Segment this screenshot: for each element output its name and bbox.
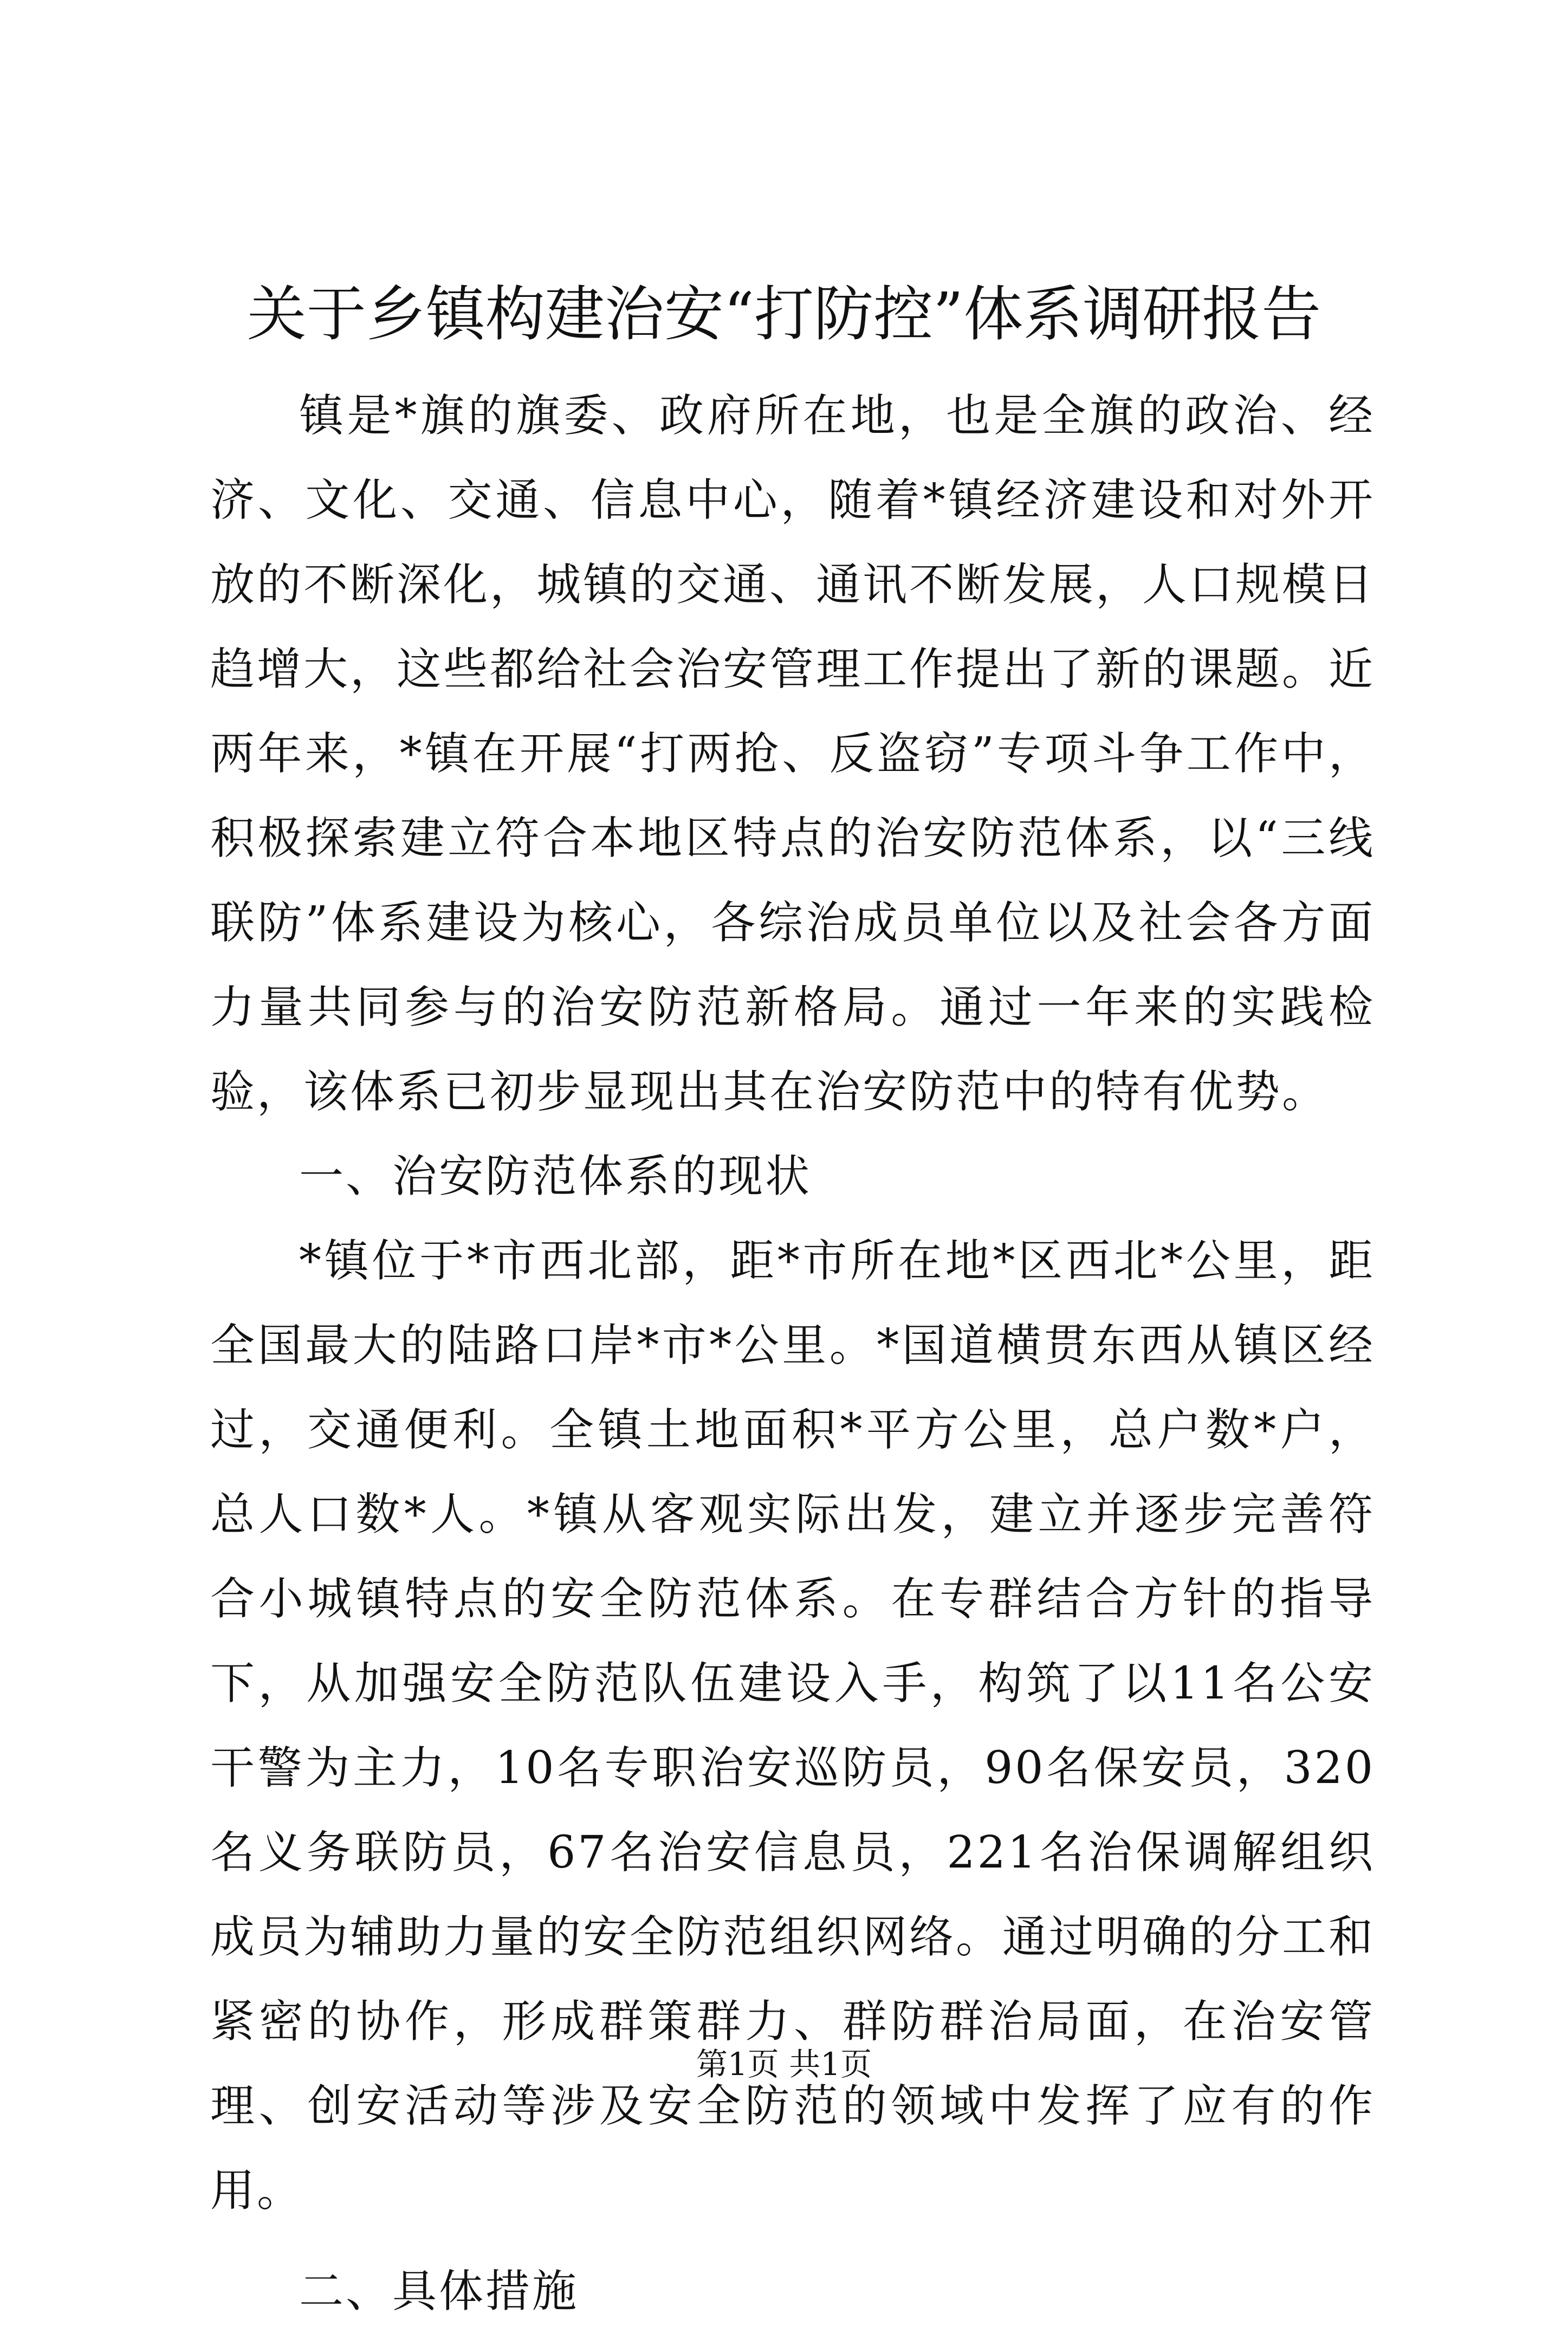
section-1-paragraph: *镇位于*市西北部，距*市所在地*区西北*公里，距全国最大的陆路口岸*市*公里。*国道横贯东西从镇区经过，交通便利。全镇土地面积*平方公里，总户数*户，总人口数*人。*镇从客观实际出发，建立并逐步完善符合小城镇特点的安全防范体系。在专群结合方针的指导下，从加强安全防范队伍建设入手，构筑了以11名公安干警为主力，10名专职治安巡防员，90名保安员，320名义务联防员，67名治安信息员，221名治保调解组织成员为辅助力量的安全防范组织网络。通过明确的分工和紧密的协作，形成群策群力、群防群治局面，在治安管理、创安活动等涉及安全防范的领域中发挥了应有的作用。 [210, 1235, 1376, 2216]
page-footer: 第1页 共1页 [696, 2046, 872, 2083]
document-body [210, 374, 1375, 2334]
intro-paragraph: 镇是*旗的旗委、政府所在地，也是全旗的政治、经济、文化、交通、信息中心，随着*镇经济建设和对外开放的不断深化，城镇的交通、通讯不断发展，人口规模日趋增大，这些都给社会治安管理工作提出了新的课题。近两年来，*镇在开展“打两抢、反盗窃”专项斗争工作中，积极探索建立符合本地区特点的治安防范体系，以“三线联防”体系建设为核心，各综治成员单位以及社会各方面力量共同参与的治安防范新格局。通过一年来的实践检验，该体系已初步显现出其在治安防范中的特有优势。 [210, 390, 1376, 1118]
section-heading-1: 一、治安防范体系的现状 [299, 1151, 812, 1202]
section-heading-2: 二、具体措施 [299, 2266, 579, 2317]
document-title: 关于乡镇构建治安“打防控”体系调研报告 [247, 280, 1321, 349]
